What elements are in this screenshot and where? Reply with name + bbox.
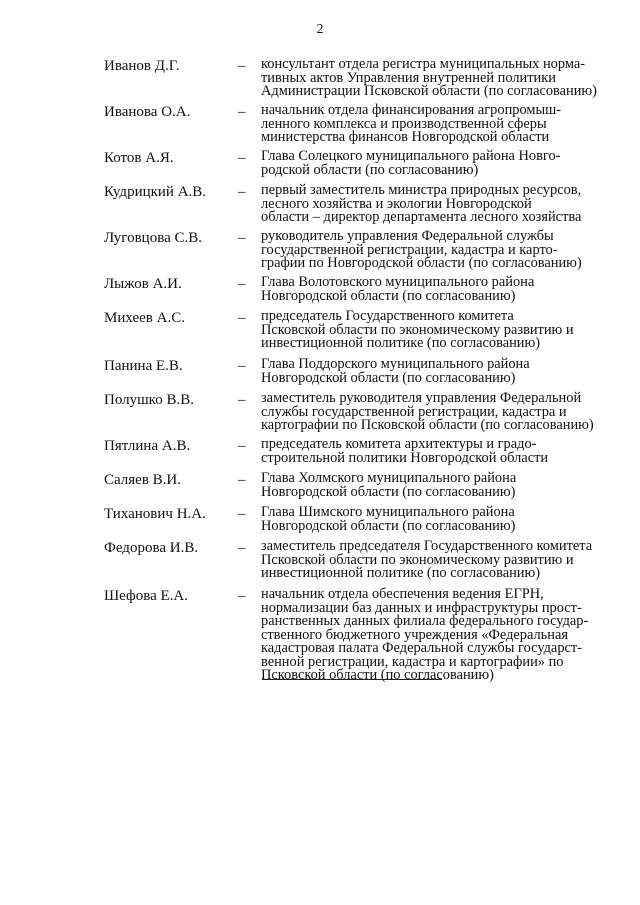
member-row: [0, 276, 640, 310]
member-position: Глава Холмского муниципального района Новгородской области (по согласованию): [261, 470, 517, 500]
member-name: Луговцова С.В.: [104, 230, 202, 246]
member-name: Михеев А.С.: [104, 310, 185, 326]
member-row: [0, 310, 640, 358]
member-row: [0, 438, 640, 472]
member-row: [0, 358, 640, 392]
member-position: начальник отдела обеспечения ведения ЕГРН, нормализации баз данных и инфраструктуры прост- ранственных данных филиала федерального государ- ственного бюджетного учреждения «Федеральная кадастровая палата Федеральной службы государст- венной регистрации, кадастра и картографии» по Псковской области (по согласованию): [261, 586, 589, 683]
dash-separator: –: [238, 472, 246, 488]
member-row: [0, 230, 640, 276]
member-row: [0, 472, 640, 506]
member-row: [0, 184, 640, 230]
member-row: [0, 104, 640, 150]
member-position: Глава Шимского муниципального района Новгородской области (по согласованию): [261, 504, 516, 534]
member-row: [0, 506, 640, 540]
member-name: Пятлина А.В.: [104, 438, 191, 454]
member-name: Шефова Е.А.: [104, 588, 188, 604]
member-position: руководитель управления Федеральной службы государственной регистрации, кадастра и карто- графии по Новгородской области (по согласованию): [261, 228, 582, 271]
member-position: Глава Солецкого муниципального района Новго- родской области (по согласованию): [261, 148, 561, 178]
member-name: Иванов Д.Г.: [104, 58, 180, 74]
dash-separator: –: [238, 588, 246, 604]
member-row: [0, 540, 640, 588]
member-list: [0, 58, 640, 688]
member-position: председатель комитета архитектуры и градо- строительной политики Новгородской области: [261, 436, 549, 466]
dash-separator: –: [238, 540, 246, 556]
member-position: Глава Волотовского муниципального района Новгородской области (по согласованию): [261, 274, 535, 304]
dash-separator: –: [238, 276, 246, 292]
member-position: консультант отдела регистра муниципальных норма- тивных актов Управления внутренней политики Администрации Псковской области (по согласованию): [261, 56, 597, 99]
dash-separator: –: [238, 358, 246, 374]
dash-separator: –: [238, 150, 246, 166]
dash-separator: –: [238, 310, 246, 326]
member-name: Федорова И.В.: [104, 540, 199, 556]
member-name: Иванова О.А.: [104, 104, 191, 120]
dash-separator: –: [238, 438, 246, 454]
dash-separator: –: [238, 104, 246, 120]
member-position: начальник отдела финансирования агропромыш- ленного комплекса и производственной сферы министерства финансов Новгородской области: [261, 102, 562, 145]
member-name: Полушко В.В.: [104, 392, 194, 408]
dash-separator: –: [238, 506, 246, 522]
member-name: Саляев В.И.: [104, 472, 182, 488]
member-name: Кудрицкий А.В.: [104, 184, 207, 200]
dash-separator: –: [238, 392, 246, 408]
member-row: [0, 150, 640, 184]
page-number: 2: [316, 22, 324, 37]
member-position: заместитель председателя Государственного комитета Псковской области по экономическому развитию и инвестиционной политике (по согласованию): [261, 538, 593, 581]
dash-separator: –: [238, 58, 246, 74]
member-name: Тиханович Н.А.: [104, 506, 206, 522]
member-name: Панина Е.В.: [104, 358, 183, 374]
closing-rule: [262, 679, 442, 680]
member-row: [0, 392, 640, 438]
member-row: [0, 58, 640, 104]
member-position: Глава Поддорского муниципального района Новгородской области (по согласованию): [261, 356, 530, 386]
dash-separator: –: [238, 184, 246, 200]
member-position: заместитель руководителя управления Федеральной службы государственной регистрации, кадастра и картографии по Псковской области (по согласованию): [261, 390, 594, 433]
member-position: первый заместитель министра природных ресурсов, лесного хозяйства и экологии Новгородской области – директор департамента лесного хозяйства: [261, 182, 582, 225]
dash-separator: –: [238, 230, 246, 246]
member-position: председатель Государственного комитета Псковской области по экономическому развитию и инвестиционной политике (по согласованию): [261, 308, 574, 351]
member-name: Лыжов А.И.: [104, 276, 182, 292]
member-name: Котов А.Я.: [104, 150, 174, 166]
member-row: [0, 588, 640, 688]
